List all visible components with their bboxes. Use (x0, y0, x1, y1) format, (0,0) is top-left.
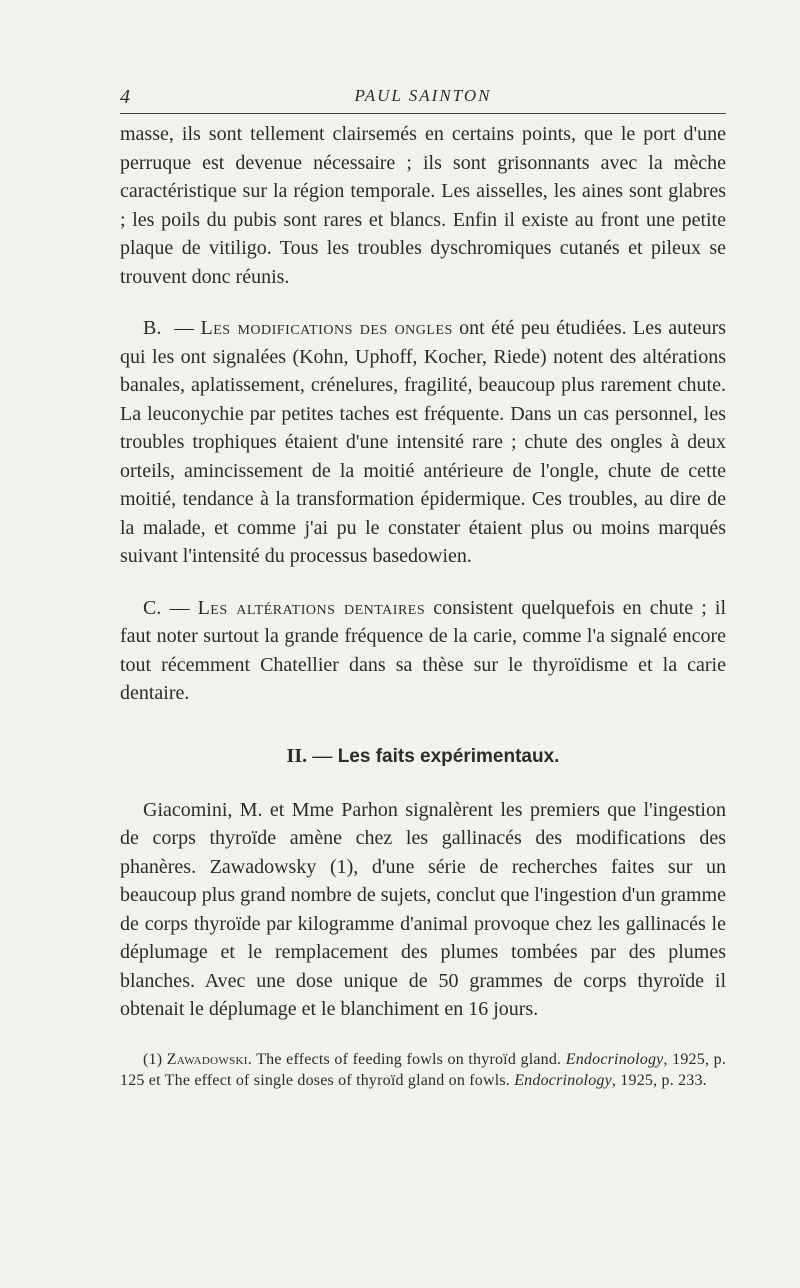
footnote (120, 1049, 726, 1091)
footnote-journal-1: Endocrinology (565, 1050, 664, 1068)
nails-heading: Les modifications des ongles (200, 317, 453, 339)
footnote-text-3: , 1925, p. 233. (611, 1071, 707, 1089)
header-rule (120, 113, 726, 114)
nails-section-label: B. (143, 317, 162, 339)
teeth-heading: Les altérations dentaires (197, 596, 426, 619)
section-number: II. (286, 744, 308, 767)
running-title: PAUL SAINTON (354, 86, 492, 105)
nails-text: ont été peu étudiées. Les auteurs qui les ont signalées (Kohn, Uphoff, Kocher, Riede) notent des altérations banales, aplatissement, crénelures, fragilité, beaucoup plus rarement chute. La leuconychie par petites taches est fréquente. Dans un cas personnel, les troubles trophiques étaient d'une intensité rare ; chute des ongles à deux orteils, amincissement de la moitié antérieure de l'ongle, chute de cette moitié, tendance à la transformation épidermique. Ces troubles, au dire de la malade, et comme j'ai pu le constater étaient plus ou moins marqués suivant l'intensité du processus basedowien. (120, 317, 727, 567)
paragraph-nails (120, 314, 726, 571)
footnote-text-2: , 1925, p. 125 et The effect of single doses of thyroïd gland on fowls. (120, 1050, 727, 1089)
footnote-journal-2: Endocrinology (514, 1071, 612, 1089)
footnote-marker: (1) (143, 1050, 163, 1068)
nails-dash: — (174, 317, 195, 339)
paragraph-teeth (120, 594, 726, 708)
paragraph-pilosity: masse, ils sont tellement clairsemés en certains points, que le port d'une perruque est devenue nécessaire ; ils sont grisonnants avec la mèche caractéristique sur la région temporale. Les aisselles, les aines sont glabres ; les poils du pubis sont rares et blancs. Enfin il existe au front une petite plaque de vitiligo. Tous les troubles dyschromiques cutanés et pileux se trouvent donc réunis. (120, 123, 726, 288)
footnote-author: Zawadowski. (166, 1050, 253, 1068)
footnote-text-1: The effects of feeding fowls on thyroïd gland. (252, 1050, 566, 1068)
section-title: Les faits expérimentaux. (337, 745, 560, 767)
book-page (120, 78, 726, 1091)
teeth-section-label: C. (143, 596, 162, 619)
section-dash: — (312, 744, 333, 767)
teeth-dash: — (169, 596, 190, 619)
page-number: 4 (120, 86, 130, 108)
paragraph-experimental: Giacomini, M. et Mme Parhon signalèrent les premiers que l'ingestion de corps thyroïde amène chez les gallinacés des modifications des phanères. Zawadowsky (1), d'une série de recherches faites sur un beaucoup plus grand nombre de sujets, conclut que l'ingestion d'un gramme de corps thyroïde par kilogramme d'animal provoque chez les gallinacés le déplumage et le remplacement des plumes tombées par des plumes blanches. Avec une dose unique de 50 grammes de corps thyroïde il obtenait le déplumage et le blanchiment en 16 jours. (120, 798, 726, 1020)
section-heading (120, 742, 726, 771)
teeth-text: consistent quelquefois en chute ; il faut noter surtout la grande fréquence de la carie, comme l'a signalé encore tout récemment Chatellier dans sa thèse sur le thyroïdisme et la carie dentaire. (120, 596, 727, 704)
running-head (120, 78, 726, 108)
